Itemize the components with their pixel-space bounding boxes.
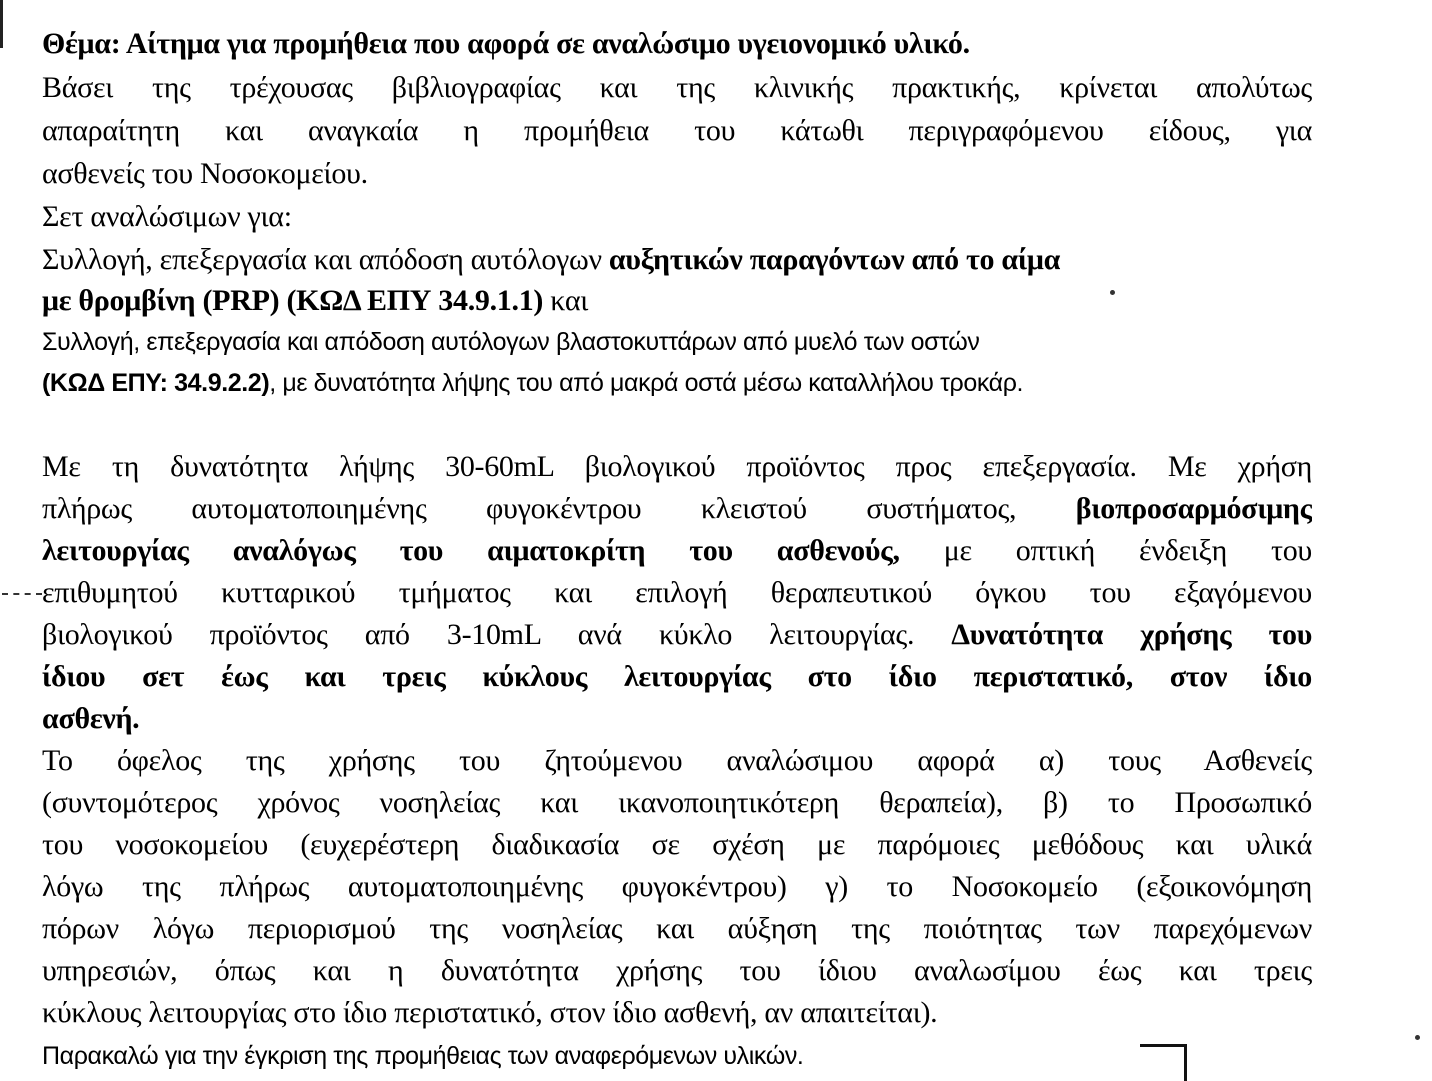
para3-line-6: υπηρεσιών, όπως και η δυνατότητα χρήσης του ίδιου αναλωσίμου έως και τρεις [42,954,1312,987]
item1-line-1 [42,240,1312,280]
item1-line-2 [42,281,1312,321]
item1-line-1-plain: Συλλογή, επεξεργασία και απόδοση αυτόλογων [42,243,609,276]
para2-line-3 [42,531,1312,571]
para3-line-1: Το όφελος της χρήσης του ζητούμενου αναλώσιμου αφορά α) τους Ασθενείς [42,744,1312,777]
para2-line-3-bold: λειτουργίας αναλόγως του αιματοκρίτη του ασθενούς, [42,534,900,567]
item1-and: και [543,284,589,317]
set-heading: Σετ αναλώσιμων για: [42,200,292,233]
scan-speck [1415,1035,1420,1040]
para2-line-5-plain: βιολογικού προϊόντος από 3-10mL ανά κύκλο λειτουργίας. [42,618,952,651]
para3-line-7: κύκλους λειτουργίας στο ίδιο περιστατικό, στον ίδιο ασθενή, αν απαιτείται). [42,996,938,1029]
item2-rest: , με δυνατότητα λήψης του από μακρά οστά μέσω καταλλήλου τροκάρ. [269,369,1024,397]
item1-line-1-bold: αυξητικών παραγόντων από το αίμα [608,243,1061,276]
para2-line-3-plain: με οπτική ένδειξη του [899,534,1312,567]
closing-line: Παρακαλώ για την έγκριση της προμήθειας των αναφερόμενων υλικών. [42,1042,804,1070]
item2-line-2 [42,363,1312,403]
para3-line-4: λόγω της πλήρως αυτοματοποιημένης φυγοκέντρου) γ) το Νοσοκομείο (εξοικονόμηση [42,870,1312,903]
intro-line-2: απαραίτητη και αναγκαία η προμήθεια του κάτωθι περιγραφόμενου είδους, για [42,114,1312,147]
para3-line-2: (συντομότερος χρόνος νοσηλείας και ικανοποιητικότερη θεραπεία), β) το Προσωπικό [42,786,1312,819]
subject-line: Θέμα: Αίτημα για προμήθεια που αφορά σε αναλώσιμο υγειονομικό υλικό. [42,27,970,60]
para3-line-3: του νοσοκομείου (ευχερέστερη διαδικασία σε σχέση με παρόμοιες μεθόδους και υλικά [42,828,1312,861]
para2-line-2-bold: βιοπροσαρμόσιμης [1075,492,1312,525]
item1-code: με θρομβίνη (PRP) (ΚΩΔ ΕΠΥ 34.9.1.1) [42,284,544,317]
para2-line-5-bold: Δυνατότητα χρήσης του [951,618,1312,651]
para2-line-4: επιθυμητού κυτταρικού τμήματος και επιλογή θεραπευτικού όγκου του εξαγόμενου [42,576,1312,609]
item2-line-1: Συλλογή, επεξεργασία και απόδοση αυτόλογων βλαστοκυττάρων από μυελό των οστών [42,328,980,356]
para2-line-2-plain: πλήρως αυτοματοποιημένης φυγοκέντρου κλειστού συστήματος, [42,492,1076,525]
para3-line-5: πόρων λόγω περιορισμού της νοσηλείας και αύξηση της ποιότητας των παρεχόμενων [42,912,1312,945]
para2-line-1: Με τη δυνατότητα λήψης 30-60mL βιολογικού προϊόντος προς επεξεργασία. Με χρήση [42,450,1312,483]
para2-line-2 [42,489,1312,529]
scan-dash-mark [2,593,42,595]
intro-line-1: Βάσει της τρέχουσας βιβλιογραφίας και της κλινικής πρακτικής, κρίνεται απολύτως [42,71,1312,104]
para2-line-6: ίδιου σετ έως και τρεις κύκλους λειτουργίας στο ίδιο περιστατικό, στον ίδιο [42,660,1312,693]
item2-code: (ΚΩΔ ΕΠΥ: 34.9.2.2) [42,369,270,397]
para2-line-7: ασθενή. [42,702,140,735]
intro-line-3: ασθενείς του Νοσοκομείου. [42,157,368,190]
para2-line-5 [42,615,1312,655]
scan-edge-mark [0,0,3,48]
